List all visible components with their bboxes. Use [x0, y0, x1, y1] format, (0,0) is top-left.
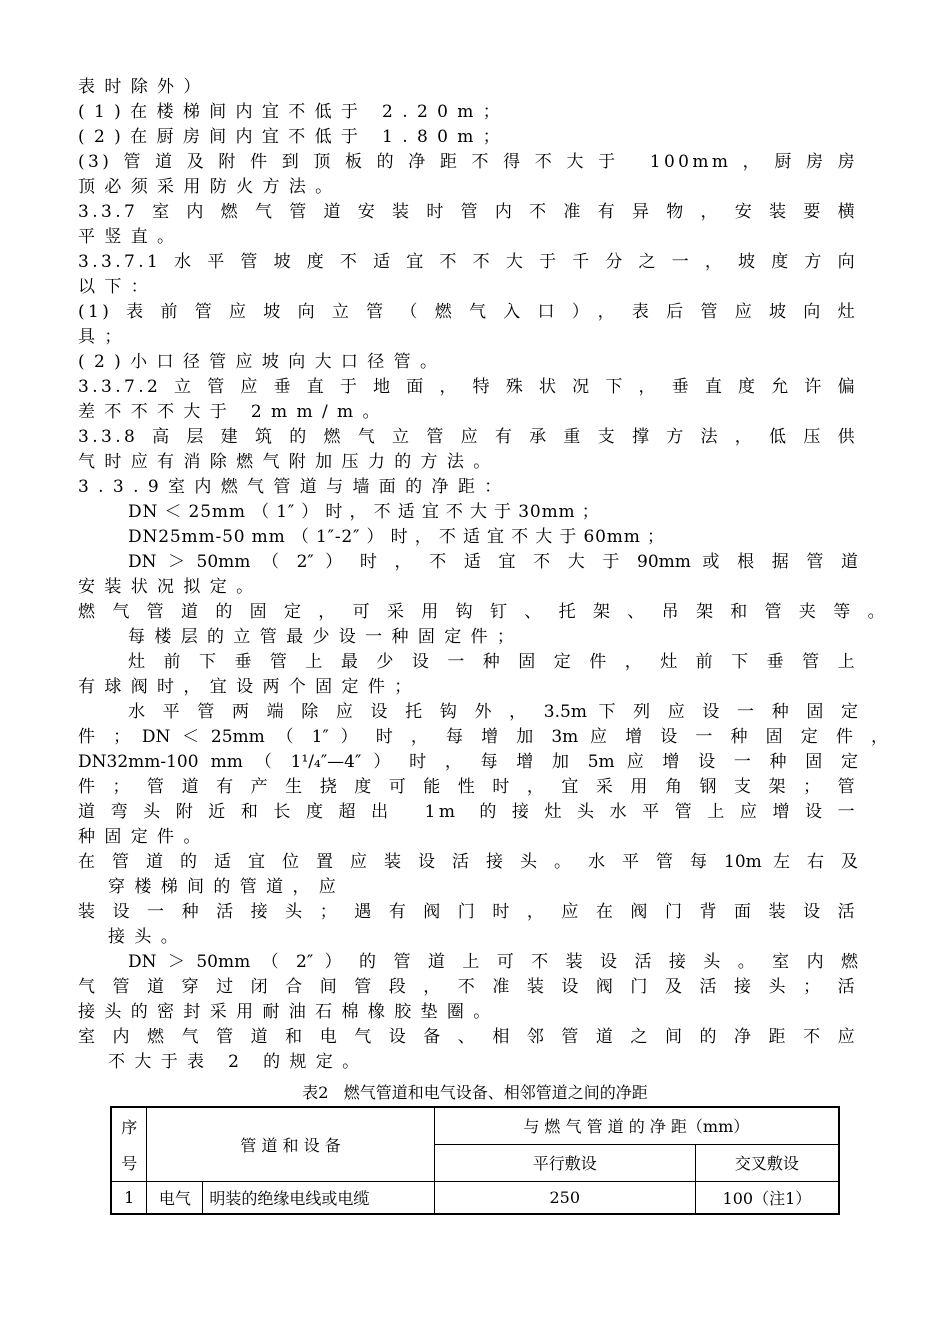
text-line: 顶必须采用防火方法。 [78, 177, 342, 197]
row-item: 明装的绝缘电线或电缆 [203, 1181, 434, 1214]
table-row [111, 1181, 839, 1214]
text-line: DN ＞ 50mm （ 2″ ） 时 ， 不 适 宜 不 大 于 90mm 或 根 据 管 道 [128, 552, 858, 572]
text-line: DN ＜ 25mm （ 1″ ） 时 ， 不 适 宜 不 大 于 30mm ； [128, 502, 600, 522]
text-line: 接头。 [108, 927, 188, 947]
text-line: (2)小口径管应坡向大口径管。 [78, 352, 447, 372]
text-line: 具； [78, 327, 131, 347]
row-category: 电气 [147, 1181, 203, 1214]
text-line: 气管道穿过闭合间管段，不准装设阀门及活接头；活 [78, 977, 858, 997]
text-line: 气时应有消除燃气附加压力的方法。 [78, 452, 500, 472]
text-line: 室内燃气管道和电气设备、相邻管道之间的净距不应 [78, 1027, 858, 1047]
text-line: 差不不不大于 2mm/m。 [78, 402, 389, 422]
header-parallel: 平行敷设 [434, 1144, 695, 1181]
text-line: DN ＞ 50mm （ 2″ ） 的 管 道 上 可 不 装 设 活 接 头 。 室 内 燃 [128, 952, 858, 972]
header-item: 管 道 和 设 备 [147, 1107, 434, 1181]
text-line: 水 平 管 两 端 除 应 设 托 钩 外 ， 3.5m 下 列 应 设 一 种 固 定 [128, 702, 858, 722]
text-line: 3.3.7.1水平管坡度不适宜不不大于千分之一，坡度方向 [78, 252, 858, 272]
header-cross: 交叉敷设 [695, 1144, 839, 1181]
table-caption: 表2 燃气管道和电气设备、相邻管道之间的净距 [302, 1083, 648, 1102]
text-line: 3.3.8高层建筑的燃气立管应有承重支撑方法，低压供 [78, 427, 858, 447]
text-line: 穿楼梯间的管道，应 [108, 877, 346, 897]
text-line: 3.3.7室内燃气管道安装时管内不准有异物，安装要横 [78, 202, 858, 222]
text-line: 燃气管道的固定，可采用钩钉、托架、吊架和管夹等。 [78, 602, 888, 622]
row-seq: 1 [111, 1181, 147, 1214]
text-line: (3)管道及附件到顶板的净距不得不大于 100mm，厨房房 [78, 152, 858, 172]
text-line: 每楼层的立管最少设一种固定件； [128, 627, 524, 647]
table-header-row [111, 1107, 839, 1144]
text-line: 件；管道有产生挠度可能性时，宜采用角钢支架；管 [78, 777, 858, 797]
text-line: 种固定件。 [78, 827, 210, 847]
text-line: 有球阀时，宜设两个固定件； [78, 677, 421, 697]
text-line: 在 管 道 的 适 宜 位 置 应 装 设 活 接 头 。 水 平 管 每 10m 左 右 及 [78, 852, 858, 872]
header-distance: 与 燃 气 管 道 的 净 距（mm） [434, 1107, 839, 1144]
text-line: DN25mm-50 mm （ 1″-2″ ） 时 ， 不 适 宜 不 大 于 60mm ； [128, 527, 665, 547]
row-cross: 100（注1） [695, 1181, 839, 1214]
text-line: 灶前下垂管上最少设一种固定件，灶前下垂管上 [128, 652, 858, 672]
text-line: 表时除外） [78, 77, 210, 97]
text-line: 以下： [78, 277, 158, 297]
row-parallel: 250 [434, 1181, 695, 1214]
text-line: 接头的密封采用耐油石棉橡胶垫圈。 [78, 1002, 500, 1022]
header-seq-bottom: 号 [111, 1144, 147, 1181]
text-line: (1)在楼梯间内宜不低于 2.20m； [78, 102, 510, 122]
text-line: 3.3.7.2立管应垂直于地面，特殊状况下，垂直度允许偏 [78, 377, 858, 397]
clearance-table [110, 1106, 840, 1215]
text-line: 安装状况拟定。 [78, 577, 263, 597]
text-line: 不大于表 2 的规定。 [108, 1052, 369, 1072]
text-line: DN32mm-100 mm （ 1¹/₄″—4″ ） 时 ， 每 增 加 5m 应 增 设 一 种 固 定 [78, 752, 858, 772]
text-line: 3.3.9室内燃气管道与墙面的净距： [78, 477, 511, 497]
text-line: 装设一种活接头；遇有阀门时，应在阀门背面装设活 [78, 902, 858, 922]
text-line: (2)在厨房间内宜不低于 1.80m； [78, 127, 510, 147]
text-line: 件 ； DN ＜ 25mm （ 1″ ） 时 ， 每 增 加 3m 应 增 设 一 种 固 定 件 ， [78, 727, 888, 747]
text-line: 平竖直。 [78, 227, 184, 247]
text-line: 道弯头附近和长度超出 1m 的接灶头水平管上应增设一 [78, 802, 858, 822]
header-seq-top: 序 [111, 1107, 147, 1144]
text-line: (1)表前管应坡向立管（燃气入口），表后管应坡向灶 [78, 302, 858, 322]
